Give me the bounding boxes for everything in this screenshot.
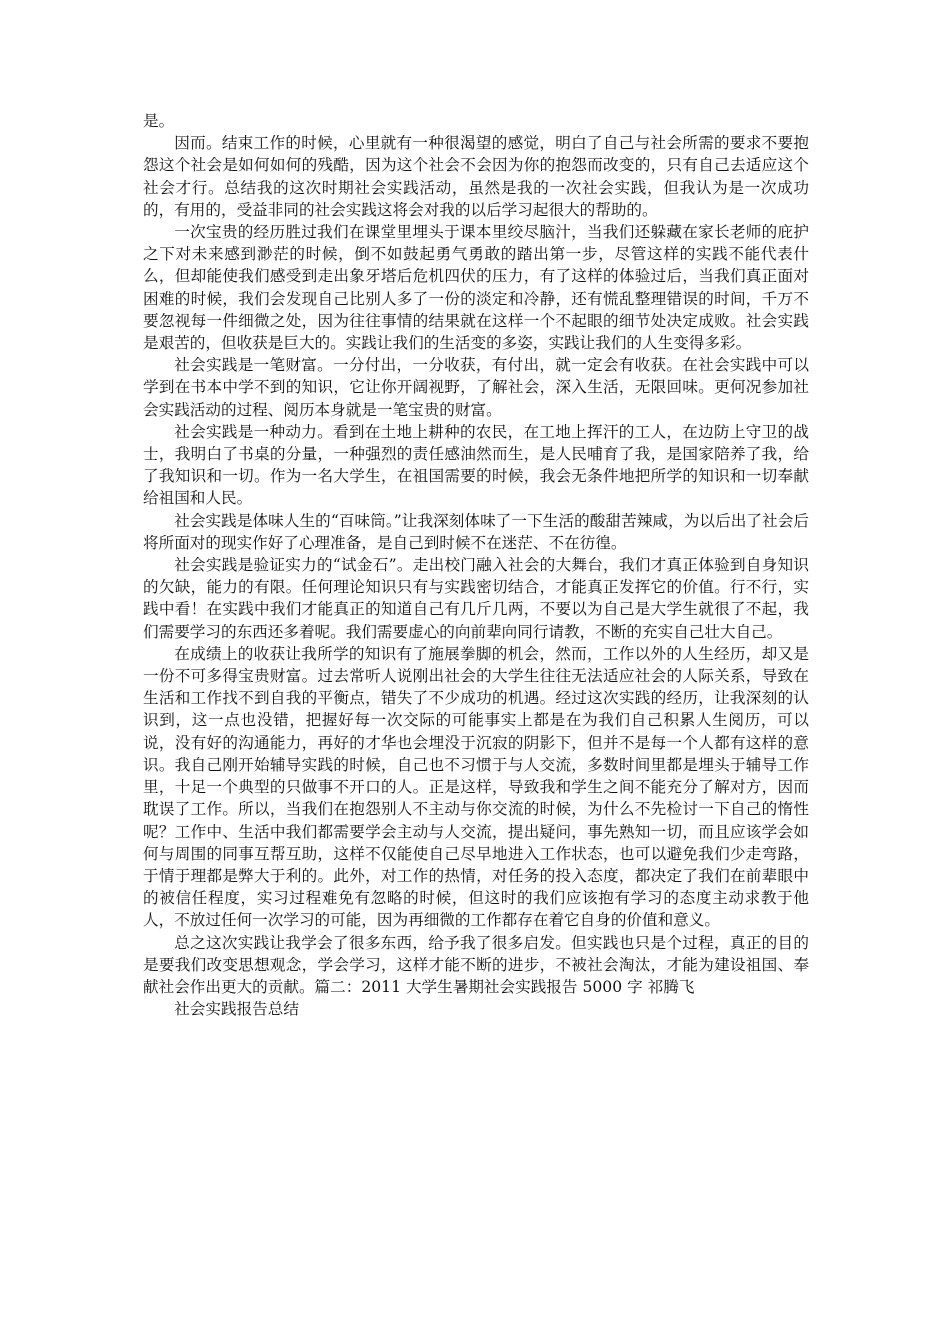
- paragraph: 因而。结束工作的时候，心里就有一种很渴望的感觉，明白了自己与社会所需的要求不要抱怨这个社会是如何如何的残酷，因为这个社会不会因为你的抱怨而改变的，只有自己去适应这个社会才行。总结我的这次时期社会实践活动，虽然是我的一次社会实践，但我认为是一次成功的，有用的，受益非同的社会实践这将会对我的以后学习起很大的帮助的。: [143, 134, 809, 219]
- paragraph: 社会实践是验证实力的“试金石”。走出校门融入社会的大舞台，我们才真正体验到自身知识的欠缺，能力的有限。任何理论知识只有与实践密切结合，才能真正发挥它的价值。行不行，实践中看！在实践中我们才能真正的知道自己有几斤几两，不要以为自己是大学生就很了不起，我们需要学习的东西还多着呢。我们需要虚心的向前辈向同行请教，不断的充实自己壮大自己。: [143, 556, 809, 641]
- paragraph: 社会实践是一种动力。看到在土地上耕种的农民，在工地上挥汗的工人，在边防上守卫的战士，我明白了书桌的分量，一种强烈的责任感油然而生，是人民哺育了我，是国家陪养了我，给了我知识和一切。作为一名大学生，在祖国需要的时候，我会无条件地把所学的知识和一切奉献给祖国和人民。: [143, 422, 809, 508]
- document-body: [143, 110, 809, 1020]
- paragraph: 总之这次实践让我学会了很多东西，给予我了很多启发。但实践也只是个过程，真正的目的是要我们改变思想观念，学会学习，这样才能不断的进步，不被社会淘汰，才能为建设祖国、奉献社会作出更大的贡献。篇二：2011 大学生暑期社会实践报告 5000 字 祁腾飞: [143, 933, 809, 996]
- paragraph: 一次宝贵的经历胜过我们在课堂里埋头于课本里绞尽脑汁，当我们还躲藏在家长老师的庇护之下对未来感到渺茫的时候，倒不如鼓起勇气勇敢的踏出第一步，尽管这样的实践不能代表什么，但却能使我们感受到走出象牙塔后危机四伏的压力，有了这样的体验过后，当我们真正面对困难的时候，我们会发现自己比别人多了一份的淡定和冷静，还有慌乱整理错误的时间，千万不要忽视每一件细微之处，因为往往事情的结果就在这样一个不起眼的细节处决定成败。社会实践是艰苦的，但收获是巨大的。实践让我们的生活变的多姿，实践让我们的人生变得多彩。: [143, 223, 809, 353]
- paragraph: 社会实践是体味人生的“百味筒。”让我深刻体味了一下生活的酸甜苦辣咸，为以后出了社会后将所面对的现实作好了心理准备，是自己到时候不在迷茫、不在彷徨。: [143, 511, 809, 552]
- paragraph: 社会实践是一笔财富。一分付出，一分收获，有付出，就一定会有收获。在社会实践中可以学到在书本中学不到的知识，它让你开阔视野，了解社会，深入生活，无限回味。更何况参加社会实践活动的过程、阅历本身就是一笔宝贵的财富。: [143, 356, 809, 419]
- paragraph: 是。: [143, 112, 175, 130]
- section-heading: 社会实践报告总结: [174, 1000, 299, 1019]
- paragraph: 在成绩上的收获让我所学的知识有了施展拳脚的机会，然而，工作以外的人生经历，却又是一份不可多得宝贵财富。过去常听人说刚出社会的大学生往往无法适应社会的人际关系，导致在生活和工作找不到自我的平衡点，错失了不少成功的机遇。经过这次实践的经历，让我深刻的认识到，这一点也没错，把握好每一次交际的可能事实上都是在为我们自己积累人生阅历，可以说，没有好的沟通能力，再好的才华也会埋没于沉寂的阴影下，但并不是每一个人都有这样的意识。我自己刚开始辅导实践的时候，自己也不习惯于与人交流，多数时间里都是埋头于辅导工作里，十足一个典型的只做事不开口的人。正是这样，导致我和学生之间不能充分了解对方，因而耽误了工作。所以，当我们在抱怨别人不主动与你交流的时候，为什么不先检讨一下自己的惰性呢？工作中、生活中我们都需要学会主动与人交流，提出疑问，事先熟知一切，而且应该学会如何与周围的同事互帮互助，这样不仅能使自己尽早地进入工作状态，也可以避免我们少走弯路，于情于理都是弊大于利的。此外，对工作的热情，对任务的投入态度，都决定了我们在前辈眼中的被信任程度，实习过程难免有忽略的时候，但这时的我们应该抱有学习的态度主动求教于他人，不放过任何一次学习的可能，因为再细微的工作都存在着它自身的价值和意义。: [143, 644, 809, 930]
